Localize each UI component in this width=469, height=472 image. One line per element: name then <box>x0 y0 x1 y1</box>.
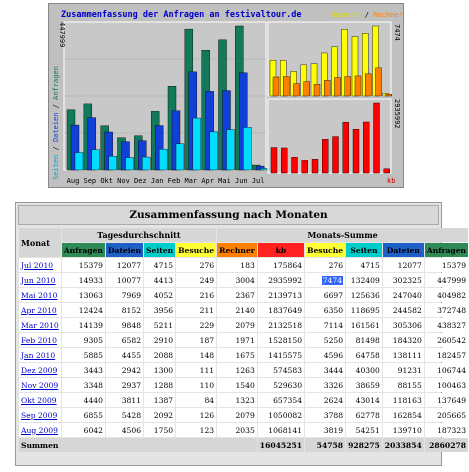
cell-requests: 187323 <box>425 423 468 437</box>
cell-avg-requests: 12424 <box>62 303 105 317</box>
bar-seiten <box>243 127 251 170</box>
bar-kb <box>271 148 277 173</box>
cell-avg-files: 2937 <box>106 378 143 392</box>
cell-visits: 5250 <box>305 333 345 347</box>
left-axis-max: 447999 <box>58 22 66 48</box>
bar-rechner <box>324 80 330 96</box>
bar-seiten <box>159 149 167 170</box>
bar-seiten <box>176 144 184 170</box>
cell-requests: 182457 <box>425 348 468 362</box>
table-row <box>19 288 468 302</box>
cell-avg-visits: 187 <box>176 333 216 347</box>
bar-seiten <box>260 168 268 170</box>
cell-avg-visits: 276 <box>176 258 216 272</box>
cell-files: 138111 <box>383 348 424 362</box>
cell-avg-visits: 211 <box>176 303 216 317</box>
cell-requests: 404982 <box>425 288 468 302</box>
bar-rechner <box>294 84 300 96</box>
cell-avg-visits: 216 <box>176 288 216 302</box>
cell-avg-requests: 6042 <box>62 423 105 437</box>
cell-kb: 1837649 <box>258 303 304 317</box>
cell-kb: 657354 <box>258 393 304 407</box>
usage-chart-panel <box>48 3 404 188</box>
bar-rechner <box>314 84 320 96</box>
bar-rechner <box>365 74 371 96</box>
total-visits: 54758 <box>305 438 345 452</box>
cell-requests: 372748 <box>425 303 468 317</box>
col-header-month: Monat <box>19 228 61 257</box>
cell-pages: 62778 <box>346 408 382 422</box>
x-tick-label: Aug <box>66 177 80 185</box>
cell-avg-pages: 4413 <box>144 273 175 287</box>
table-row <box>19 393 468 407</box>
col-header-visits: Besuche <box>305 243 345 257</box>
col-header-pages: Seiten <box>346 243 382 257</box>
cell-avg-visits: 110 <box>176 378 216 392</box>
kb-plot <box>268 99 391 173</box>
cell-visits: 7474 <box>305 273 345 287</box>
usage-chart <box>49 4 403 187</box>
cell-files: 91231 <box>383 363 424 377</box>
month-link[interactable]: Jun 2010 <box>19 273 61 287</box>
x-tick-label: Nov <box>117 177 130 185</box>
total-requests: 2860278 <box>425 438 468 452</box>
x-tick-label: Okt <box>100 177 113 185</box>
x-tick-label: Jun <box>235 177 248 185</box>
cell-avg-pages: 5211 <box>144 318 175 332</box>
month-link[interactable]: Apr 2010 <box>19 303 61 317</box>
bar-seiten <box>227 130 235 170</box>
cell-requests: 100463 <box>425 378 468 392</box>
totals-row <box>19 438 468 452</box>
cell-pages: 64758 <box>346 348 382 362</box>
x-tick-label: Feb <box>167 177 181 185</box>
cell-kb: 1415575 <box>258 348 304 362</box>
chart-title: Zusammenfassung der Anfragen an festivaltour.de <box>61 10 302 20</box>
cell-requests: 260542 <box>425 333 468 347</box>
cell-hosts: 3004 <box>217 273 257 287</box>
cell-hosts: 2079 <box>217 318 257 332</box>
bar-seiten <box>92 150 100 170</box>
bar-seiten <box>210 132 218 170</box>
cell-visits: 6350 <box>305 303 345 317</box>
month-link[interactable]: Nov 2009 <box>19 378 61 392</box>
cell-visits: 6697 <box>305 288 345 302</box>
bar-kb <box>374 103 380 173</box>
cell-pages: 161561 <box>346 318 382 332</box>
kb-unit-label: kb <box>387 177 396 185</box>
bar-kb <box>292 157 298 173</box>
cell-avg-visits: 148 <box>176 348 216 362</box>
bar-kb <box>343 122 349 173</box>
x-tick-label: Jan <box>150 177 164 185</box>
cell-avg-visits: 126 <box>176 408 216 422</box>
cell-files: 247040 <box>383 288 424 302</box>
x-tick-label: Jul <box>251 177 265 185</box>
cell-avg-pages: 1300 <box>144 363 175 377</box>
cell-visits: 2624 <box>305 393 345 407</box>
cell-requests: 106744 <box>425 363 468 377</box>
cell-avg-requests: 4440 <box>62 393 105 407</box>
month-link[interactable]: Sep 2009 <box>19 408 61 422</box>
cell-avg-requests: 3443 <box>62 363 105 377</box>
cell-files: 244582 <box>383 303 424 317</box>
cell-avg-pages: 4715 <box>144 258 175 272</box>
cell-avg-files: 2942 <box>106 363 143 377</box>
cell-hosts: 2035 <box>217 423 257 437</box>
monthly-summary-panel <box>15 202 467 466</box>
left-axis-label: Seiten / Dateien / Anfragen <box>52 66 60 180</box>
x-tick-label: Mai <box>218 177 231 185</box>
visits-axis-max: 7474 <box>393 24 401 41</box>
table-row <box>19 378 468 392</box>
table-row <box>19 318 468 332</box>
cell-avg-files: 3811 <box>106 393 143 407</box>
cell-hosts: 1675 <box>217 348 257 362</box>
cell-avg-files: 4455 <box>106 348 143 362</box>
cell-kb: 529630 <box>258 378 304 392</box>
cell-visits: 7114 <box>305 318 345 332</box>
x-tick-label: Mar <box>184 177 198 185</box>
col-header-hosts: Rechner <box>217 243 257 257</box>
cell-avg-requests: 6855 <box>62 408 105 422</box>
cell-kb: 2139713 <box>258 288 304 302</box>
cell-pages: 118695 <box>346 303 382 317</box>
cell-avg-files: 5428 <box>106 408 143 422</box>
month-link[interactable]: Jan 2010 <box>19 348 61 362</box>
month-link[interactable]: Okt 2009 <box>19 393 61 407</box>
cell-files: 118163 <box>383 393 424 407</box>
table-row <box>19 333 468 347</box>
col-header-avg-files: Dateien <box>106 243 143 257</box>
col-header-avg-requests: Anfragen <box>62 243 105 257</box>
x-tick-label: Dez <box>134 177 147 185</box>
cell-visits: 3444 <box>305 363 345 377</box>
bar-rechner <box>376 68 382 96</box>
cell-files: 88155 <box>383 378 424 392</box>
table-row <box>19 348 468 362</box>
bar-kb <box>322 139 328 173</box>
cell-avg-requests: 3348 <box>62 378 105 392</box>
bar-rechner <box>386 94 392 96</box>
cell-pages: 40300 <box>346 363 382 377</box>
cell-hosts: 1540 <box>217 378 257 392</box>
cell-avg-files: 8152 <box>106 303 143 317</box>
cell-avg-requests: 13063 <box>62 288 105 302</box>
month-link[interactable]: Mai 2010 <box>19 288 61 302</box>
cell-avg-pages: 2910 <box>144 333 175 347</box>
bar-kb <box>312 159 318 173</box>
cell-avg-files: 12077 <box>106 258 143 272</box>
bar-rechner <box>335 78 341 96</box>
cell-requests: 137649 <box>425 393 468 407</box>
total-pages: 928275 <box>346 438 382 452</box>
cell-avg-requests: 14139 <box>62 318 105 332</box>
table-row <box>19 273 468 287</box>
cell-avg-requests: 9305 <box>62 333 105 347</box>
cell-visits: 3326 <box>305 378 345 392</box>
cell-files: 305306 <box>383 318 424 332</box>
table-row <box>19 408 468 422</box>
cell-pages: 38659 <box>346 378 382 392</box>
cell-hosts: 1263 <box>217 363 257 377</box>
cell-avg-visits: 229 <box>176 318 216 332</box>
cell-avg-pages: 1750 <box>144 423 175 437</box>
kb-axis-max: 2935992 <box>393 99 401 129</box>
cell-files: 162854 <box>383 408 424 422</box>
cell-files: 139710 <box>383 423 424 437</box>
bar-seiten <box>75 153 83 170</box>
cell-kb: 2935992 <box>258 273 304 287</box>
col-header-avg-visits: Besuche <box>176 243 216 257</box>
month-link[interactable]: Mar 2010 <box>19 318 61 332</box>
cell-avg-visits: 123 <box>176 423 216 437</box>
total-kb: 16045251 <box>258 438 304 452</box>
bar-kb <box>363 122 369 173</box>
bar-rechner <box>345 77 351 96</box>
cell-avg-requests: 14933 <box>62 273 105 287</box>
bar-seiten <box>193 118 201 170</box>
cell-avg-requests: 15379 <box>62 258 105 272</box>
cell-avg-visits: 249 <box>176 273 216 287</box>
month-link[interactable]: Jul 2010 <box>19 258 61 272</box>
bar-kb <box>384 169 390 173</box>
cell-avg-pages: 4052 <box>144 288 175 302</box>
cell-files: 184320 <box>383 333 424 347</box>
cell-avg-visits: 84 <box>176 393 216 407</box>
bar-kb <box>353 129 359 173</box>
cell-visits: 3819 <box>305 423 345 437</box>
cell-hosts: 2367 <box>217 288 257 302</box>
cell-avg-visits: 111 <box>176 363 216 377</box>
cell-requests: 15379 <box>425 258 468 272</box>
cell-avg-files: 6582 <box>106 333 143 347</box>
col-header-requests: Anfragen <box>425 243 468 257</box>
group-header-daily-average: Tagesdurchschnitt <box>62 228 216 242</box>
table-title: Zusammenfassung nach Monaten <box>18 205 439 225</box>
cell-avg-files: 10077 <box>106 273 143 287</box>
visits-hosts-plot <box>268 22 392 96</box>
bar-rechner <box>283 77 289 96</box>
cell-hosts: 1323 <box>217 393 257 407</box>
cell-visits: 4596 <box>305 348 345 362</box>
group-header-monthly-sum: Monats-Summe <box>217 228 468 242</box>
bar-seiten <box>126 158 134 170</box>
table-row <box>19 363 468 377</box>
cell-kb: 1050082 <box>258 408 304 422</box>
cell-visits: 276 <box>305 258 345 272</box>
col-header-kb: kb <box>258 243 304 257</box>
table-row <box>19 258 468 272</box>
table-row <box>19 303 468 317</box>
cell-requests: 438327 <box>425 318 468 332</box>
bar-seiten <box>142 157 150 170</box>
cell-hosts: 183 <box>217 258 257 272</box>
cell-avg-pages: 1387 <box>144 393 175 407</box>
cell-avg-files: 7969 <box>106 288 143 302</box>
bar-kb <box>302 160 308 173</box>
cell-pages: 125636 <box>346 288 382 302</box>
cell-kb: 2132518 <box>258 318 304 332</box>
x-tick-label: Sep <box>83 177 97 185</box>
month-link[interactable]: Feb 2010 <box>19 333 61 347</box>
cell-kb: 1528150 <box>258 333 304 347</box>
month-link[interactable]: Dez 2009 <box>19 363 61 377</box>
cell-kb: 175864 <box>258 258 304 272</box>
cell-pages: 43014 <box>346 393 382 407</box>
cell-visits: 3788 <box>305 408 345 422</box>
cell-requests: 205665 <box>425 408 468 422</box>
total-files: 2033854 <box>383 438 424 452</box>
bar-rechner <box>355 76 361 96</box>
cell-kb: 1068141 <box>258 423 304 437</box>
cell-avg-requests: 5885 <box>62 348 105 362</box>
col-header-files: Dateien <box>383 243 424 257</box>
x-tick-label: Apr <box>201 177 214 185</box>
bar-kb <box>281 148 287 173</box>
month-link[interactable]: Aug 2009 <box>19 423 61 437</box>
cell-avg-pages: 3956 <box>144 303 175 317</box>
cell-avg-files: 4506 <box>106 423 143 437</box>
visits-hosts-legend: Besuche / Rechner <box>331 11 403 19</box>
cell-hosts: 2079 <box>217 408 257 422</box>
cell-hosts: 2140 <box>217 303 257 317</box>
bar-seiten <box>109 156 117 170</box>
totals-label: Summen <box>19 438 257 452</box>
bar-rechner <box>273 77 279 96</box>
cell-kb: 574583 <box>258 363 304 377</box>
cell-avg-pages: 2092 <box>144 408 175 422</box>
col-header-avg-pages: Seiten <box>144 243 175 257</box>
cell-avg-pages: 1288 <box>144 378 175 392</box>
cell-avg-files: 9848 <box>106 318 143 332</box>
monthly-summary-table <box>18 227 469 453</box>
cell-files: 12077 <box>383 258 424 272</box>
bar-kb <box>333 137 339 173</box>
table-row <box>19 423 468 437</box>
cell-pages: 132409 <box>346 273 382 287</box>
cell-pages: 81498 <box>346 333 382 347</box>
cell-requests: 447999 <box>425 273 468 287</box>
cell-hosts: 1971 <box>217 333 257 347</box>
cell-pages: 54251 <box>346 423 382 437</box>
cell-pages: 4715 <box>346 258 382 272</box>
cell-files: 302325 <box>383 273 424 287</box>
cell-avg-pages: 2088 <box>144 348 175 362</box>
bar-rechner <box>304 82 310 96</box>
main-plot <box>64 22 268 185</box>
